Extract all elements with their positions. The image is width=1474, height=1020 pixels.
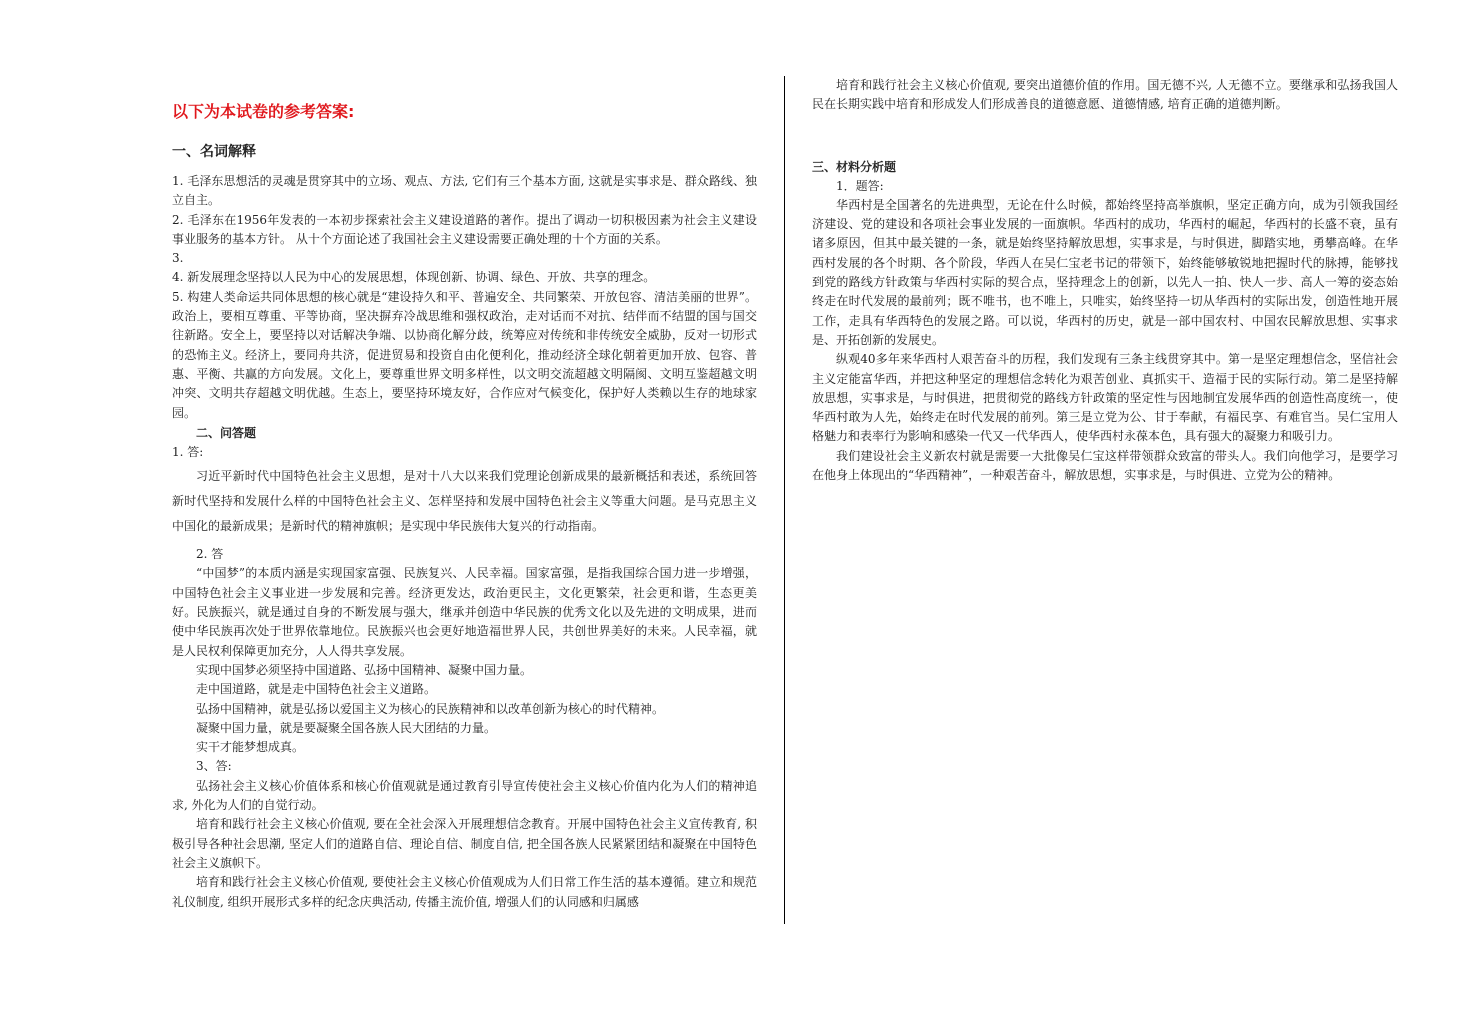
qa-2-para: 实现中国梦必须坚持中国道路、弘扬中国精神、凝聚中国力量。 bbox=[196, 662, 533, 677]
analysis-para: 我们建设社会主义新农村就是需要一大批像吴仁宝这样带领群众致富的带头人。我们向他学习，是要学习在他身上体现出的“华西精神”，一种艰苦奋斗，解放思想，实事求是，与时俱进、立党为公的精神。 bbox=[812, 448, 1398, 483]
analysis-para: 华西村是全国著名的先进典型，无论在什么时候，都始终坚持高举旗帜，坚定正确方向，成为引领我国经济建设、党的建设和各项社会事业发展的一面旗帜。华西村的成功，华西村的崛起，华西村的长盛不衰，虽有诸多原因，但其中最关键的一条，就是始终坚持解放思想，实事求是，与时俱进，脚踏实地，勇攀高峰。在华西村发展的各个时期、各个阶段，华西人在吴仁宝老书记的带领下，始终能够敏锐地把握时代的脉搏，能够找到党的路线方针政策与华西村实际的契合点，坚持理念上的创新，以先人一拍、快人一步、高人一筹的姿态始终走在时代发展的最前列；既不唯书，也不唯上，只唯实，始终坚持一切从华西村的实际出发，创造性地开展工作，走具有华西特色的发展之路。可以说，华西村的历史，就是一部中国农村、中国农民解放思想、实事求是、开拓创新的发展史。 bbox=[812, 197, 1398, 347]
qa-2-para: 凝聚中国力量，就是要凝聚全国各族人民大团结的力量。 bbox=[196, 720, 497, 735]
analysis-para: 纵观40多年来华西村人艰苦奋斗的历程，我们发现有三条主线贯穿其中。第一是坚定理想信念，坚信社会主义定能富华西，并把这种坚定的理想信念转化为艰苦创业、真抓实干、造福于民的实际行动。第二是坚持解放思想，实事求是，与时俱进，把贯彻党的路线方针政策的坚定性与因地制宜发展华西的创造性高度统一，使华西村敢为人先，始终走在时代发展的前列。第三是立党为公、甘于奉献，有福民享、有难官当。吴仁宝用人格魅力和表率行为影响和感染一代又一代华西人，使华西村永葆本色，具有强大的凝聚力和吸引力。 bbox=[812, 352, 1398, 444]
document-title: 以下为本试卷的参考答案: bbox=[172, 102, 355, 121]
column-divider bbox=[784, 76, 785, 924]
qa-2-para: 走中国道路，就是走中国特色社会主义道路。 bbox=[196, 682, 437, 697]
term-answer-3: 3. bbox=[172, 251, 184, 266]
section-heading-1: 一、名词解释 bbox=[172, 144, 256, 160]
qa-2-para: 实干才能梦想成真。 bbox=[196, 740, 305, 755]
term-answer-1: 1. 毛泽东思想活的灵魂是贯穿其中的立场、观点、方法, 它们有三个基本方面, 这就是实事求是、群众路线、独立自主。 bbox=[172, 174, 757, 208]
section-heading-3: 三、材料分析题 bbox=[812, 159, 897, 174]
left-column bbox=[172, 102, 757, 912]
qa-2-label: 2. 答 bbox=[196, 547, 224, 562]
term-answer-5: 5. 构建人类命运共同体思想的核心就是“建设持久和平、普遍安全、共同繁荣、开放包容、清洁美丽的世界”。政治上，要相互尊重、平等协商，坚决摒弃冷战思维和强权政治，走对话而不对抗、结伴而不结盟的国与国交往新路。安全上，要坚持以对话解决争端、以协商化解分歧，统筹应对传统和非传统安全威胁，反对一切形式的恐怖主义。经济上，要同舟共济，促进贸易和投资自由化便利化，推动经济全球化朝着更加开放、包容、普惠、平衡、共赢的方向发展。文化上，要尊重世界文明多样性，以文明交流超越文明隔阂、文明互鉴超越文明冲突、文明共存超越文明优越。生态上，要坚持环境友好，合作应对气候变化，保护好人类赖以生存的地球家园。 bbox=[172, 289, 757, 420]
qa-3-para-continued: 培育和践行社会主义核心价值观, 要突出道德价值的作用。国无德不兴, 人无德不立。要继承和弘扬我国人民在长期实践中培育和形成发人们形成善良的道德意愿、道德情感, 培育正确的道德判断。 bbox=[812, 78, 1398, 112]
qa-2-para: 弘扬中国精神，就是弘扬以爱国主义为核心的民族精神和以改革创新为核心的时代精神。 bbox=[196, 701, 665, 716]
qa-1-label: 1. 答: bbox=[172, 444, 204, 459]
qa-3-para: 培育和践行社会主义核心价值观, 要在全社会深入开展理想信念教育。开展中国特色社会主义宣传教育, 积极引导各种社会思潮, 坚定人们的道路自信、理论自信、制度自信, 把全国各族人民紧紧团结和凝聚在中国特色社会主义旗帜下。 bbox=[172, 817, 757, 870]
qa-1-text: 习近平新时代中国特色社会主义思想，是对十八大以来我们党理论创新成果的最新概括和表述，系统回答新时代坚持和发展什么样的中国特色社会主义、怎样坚持和发展中国特色社会主义等重大问题。是马克思主义中国化的最新成果；是新时代的精神旗帜；是实现中华民族伟大复兴的行动指南。 bbox=[172, 469, 757, 534]
qa-3-para: 弘扬社会主义核心价值体系和核心价值观就是通过教育引导宣传使社会主义核心价值内化为人们的精神追求, 外化为人们的自觉行动。 bbox=[172, 778, 757, 813]
term-answer-4: 4. 新发展理念坚持以人民为中心的发展思想，体现创新、协调、绿色、开放、共享的理念。 bbox=[172, 270, 656, 285]
right-column bbox=[812, 76, 1398, 485]
term-answer-2: 2. 毛泽东在1956年发表的一本初步探索社会主义建设道路的著作。提出了调动一切积极因素为社会主义建设事业服务的基本方针。 从十个方面论述了我国社会主义建设需要正确处理的十个方面的关系。 bbox=[172, 212, 757, 246]
analysis-1-label: 1．题答: bbox=[836, 178, 884, 193]
qa-3-label: 3、答: bbox=[196, 759, 232, 774]
section-heading-2: 二、问答题 bbox=[196, 425, 257, 440]
qa-2-para: “中国梦”的本质内涵是实现国家富强、民族复兴、人民幸福。国家富强，是指我国综合国力进一步增强，中国特色社会主义事业进一步发展和完善。经济更发达，政治更民主，文化更繁荣，社会更和谐，生态更美好。民族振兴，就是通过自身的不断发展与强大，继承并创造中华民族的优秀文化以及先进的文明成果，进而使中华民族再次处于世界依靠地位。民族振兴也会更好地造福世界人民，共创世界美好的未来。人民幸福，就是人民权利保障更加充分，人人得共享发展。 bbox=[172, 566, 757, 658]
qa-3-para: 培育和践行社会主义核心价值观, 要使社会主义核心价值观成为人们日常工作生活的基本遵循。建立和规范礼仪制度, 组织开展形式多样的纪念庆典活动, 传播主流价值, 增强人们的认同感和归属感 bbox=[172, 875, 757, 909]
